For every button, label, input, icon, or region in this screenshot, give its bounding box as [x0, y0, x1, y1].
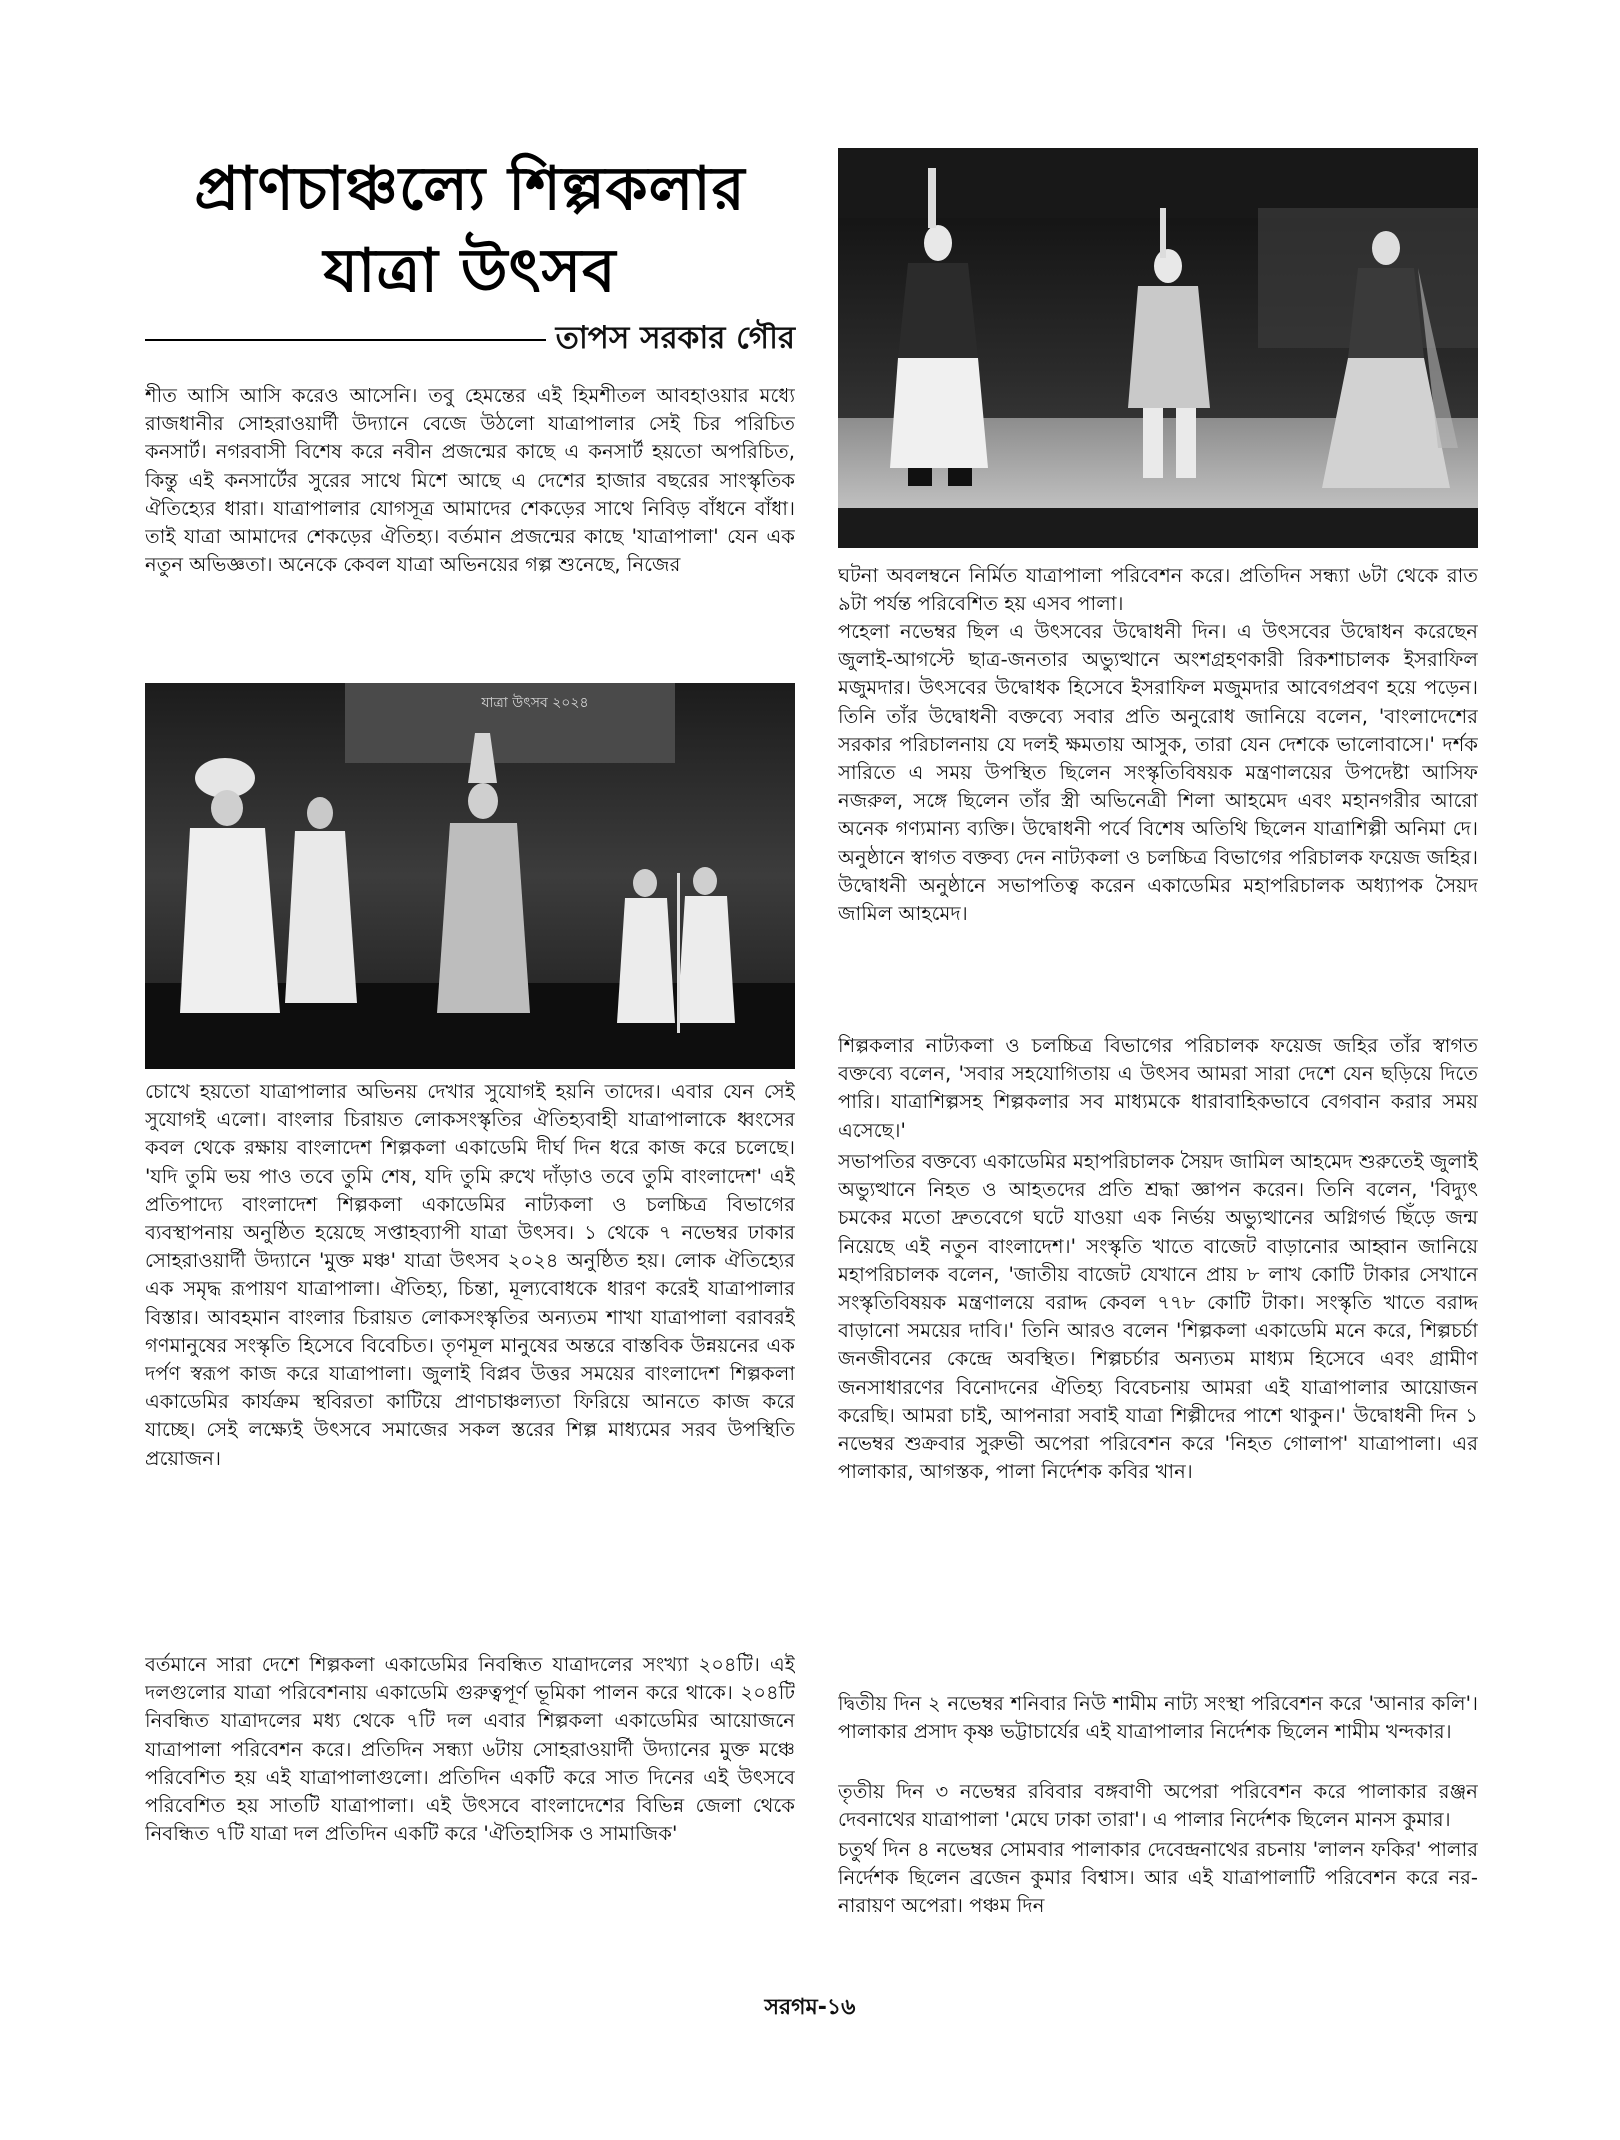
right-para-1: ঘটনা অবলম্বনে নির্মিত যাত্রাপালা পরিবেশন করে। প্রতিদিন সন্ধ্যা ৬টা থেকে রাত ৯টা পর্যন্ত পরিবেশিত হয় এসব পালা। [838, 564, 1478, 616]
left-para-2: চোখে হয়তো যাত্রাপালার অভিনয় দেখার সুযোগই হয়নি তাদের। এবার যেন সেই সুযোগই এলো। বাংলার চিরায়ত লোকসংস্কৃতির ঐতিহ্যবাহী যাত্রাপালাকে ধ্বংসের কবল থেকে রক্ষায় বাংলাদেশ শিল্পকলা একাডেমি দীর্ঘ দিন ধরে কাজ করে চলেছে। 'যদি তুমি ভয় পাও তবে তুমি শেষ, যদি তুমি রুখে দাঁড়াও তবে তুমি বাংলাদেশ' এই প্রতিপাদ্যে বাংলাদেশ শিল্পকলা একাডেমির নাট্যকলা ও চলচ্চিত্র বিভাগের ব্যবস্থাপনায় অনুষ্ঠিত হয়েছে সপ্তাহব্যাপী যাত্রা উৎসব। ১ থেকে ৭ নভেম্বর ঢাকার সোহরাওয়ার্দী উদ্যানে 'মুক্ত মঞ্চ' যাত্রা উৎসব ২০২৪ অনুষ্ঠিত হয়। লোক ঐতিহ্যের এক সমৃদ্ধ রূপায়ণ যাত্রাপালা। ঐতিহ্য, চিন্তা, মূল্যবোধকে ধারণ করেই যাত্রাপালার বিস্তার। আবহমান বাংলার চিরায়ত লোকসংস্কৃতির অন্যতম শাখা যাত্রাপালা বরাবরই গণমানুষের সংস্কৃতি হিসেবে বিবেচিত। তৃণমূল মানুষের অন্তরে বাস্তবিক উন্নয়নের এক দর্পণ স্বরূপ কাজ করে যাত্রাপালা। জুলাই বিপ্লব উত্তর সময়ের বাংলাদেশ শিল্পকলা একাডেমির কার্যক্রম স্থবিরতা কাটিয়ে প্রাণচাঞ্চল্যতা ফিরিয়ে আনতে কাজ করে যাচ্ছে। সেই লক্ষ্যেই উৎসবে সমাজের সকল স্তরের শিল্প মাধ্যমের সরব উপস্থিতি প্রয়োজন। [145, 1080, 795, 1470]
right-para-6: তৃতীয় দিন ৩ নভেম্বর রবিবার বঙ্গবাণী অপেরা পরিবেশন করে পালাকার রঞ্জন দেবনাথের যাত্রাপালা 'মেঘে ঢাকা তারা'। এ পালার নির্দেশক ছিলেন মানস কুমার। [838, 1780, 1478, 1832]
stage-photo-left [145, 683, 795, 1069]
right-para-7: চতুর্থ দিন ৪ নভেম্বর সোমবার পালাকার দেবেন্দ্রনাথের রচনায় 'লালন ফকির' পালার নির্দেশক ছিলেন ব্রজেন কুমার বিশ্বাস। আর এই যাত্রাপালাটি পরিবেশন করে নর-নারায়ণ অপেরা। পঞ্চম দিন [838, 1838, 1478, 1918]
stage-banner-text: যাত্রা উৎসব ২০২৪ [481, 695, 589, 711]
right-para-4: সভাপতির বক্তব্যে একাডেমির মহাপরিচালক সৈয়দ জামিল আহমেদ শুরুতেই জুলাই অভ্যুত্থানে নিহত ও আহতদের প্রতি শ্রদ্ধা জ্ঞাপন করেন। তিনি বলেন, 'বিদ্যুৎ চমকের মতো দ্রুতবেগে ঘটে যাওয়া এক নির্ভয় অভ্যুত্থানের অগ্নিগর্ভ ছিঁড়ে জন্ম নিয়েছে এই নতুন বাংলাদেশ।' সংস্কৃতি খাতে বাজেট বাড়ানোর আহ্বান জানিয়ে মহাপরিচালক বলেন, 'জাতীয় বাজেট যেখানে প্রায় ৮ লাখ কোটি টাকার সেখানে সংস্কৃতিবিষয়ক মন্ত্রণালয়ে বরাদ্দ কেবল ৭৭৮ কোটি টাকা। সংস্কৃতি খাতে বরাদ্দ বাড়ানো সময়ের দাবি।' তিনি আরও বলেন 'শিল্পকলা একাডেমি মনে করে, শিল্পচর্চা জনজীবনের কেন্দ্রে অবস্থিত। শিল্পচর্চার অন্যতম মাধ্যম হিসেবে এবং গ্রামীণ জনসাধারণের বিনোদনের ঐতিহ্য বিবেচনায় আমরা এই যাত্রাপালার আয়োজন করেছি। আমরা চাই, আপনারা সবাই যাত্রা শিল্পীদের পাশে থাকুন।' উদ্বোধনী দিন ১ নভেম্বর শুক্রবার সুরুভী অপেরা পরিবেশন করে 'নিহত গোলাপ' যাত্রাপালা। এর পালাকার, আগস্তক, পালা নির্দেশক কবির খান। [838, 1150, 1478, 1484]
title-line-1: প্রাণচাঞ্চল্যে শিল্পকলার [194, 154, 746, 224]
page-number: সরগম-১৬ [764, 1995, 856, 2020]
stage-photo-top [838, 148, 1478, 548]
left-para-3: বর্তমানে সারা দেশে শিল্পকলা একাডেমির নিবন্ধিত যাত্রাদলের সংখ্যা ২০৪টি। এই দলগুলোর যাত্রা পরিবেশনায় একাডেমি গুরুত্বপূর্ণ ভূমিকা পালন করে থাকে। ২০৪টি নিবন্ধিত যাত্রাদলের মধ্য থেকে ৭টি দল এবার শিল্পকলা একাডেমির আয়োজনে যাত্রাপালা পরিবেশন করে। প্রতিদিন সন্ধ্যা ৬টায় সোহরাওয়ার্দী উদ্যানের মুক্ত মঞ্চে পরিবেশিত হয় এই যাত্রাপালাগুলো। প্রতিদিন একটি করে সাত দিনের এই উৎসবে পরিবেশিত হয় সাতটি যাত্রাপালা। এই উৎসবে বাংলাদেশের বিভিন্ন জেলা থেকে নিবন্ধিত ৭টি যাত্রা দল প্রতিদিন একটি করে 'ঐতিহাসিক ও সামাজিক' [145, 1653, 795, 1846]
byline [145, 318, 795, 362]
left-para-1: শীত আসি আসি করেও আসেনি। তবু হেমন্তের এই হিমশীতল আবহাওয়ার মধ্যে রাজধানীর সোহরাওয়ার্দী উদ্যানে বেজে উঠলো যাত্রাপালার সেই চির পরিচিত কনসার্ট। নগরবাসী বিশেষ করে নবীন প্রজন্মের কাছে এ কনসার্ট হয়তো অপরিচিত, কিন্তু এই কনসার্টের সুরের সাথে মিশে আছে এ দেশের হাজার বছরের সাংস্কৃতিক ঐতিহ্যের ধারা। যাত্রাপালার যোগসূত্র আমাদের শেকড়ের সাথে নিবিড় বাঁধনে বাঁধা। তাই যাত্রা আমাদের শেকড়ের ঐতিহ্য। বর্তমান প্রজন্মের কাছে 'যাত্রাপালা' যেন এক নতুন অভিজ্ঞতা। অনেকে কেবল যাত্রা অভিনয়ের গল্প শুনেছে, নিজের [145, 384, 795, 577]
stage-photo-left-image [145, 683, 795, 1069]
author-name: তাপস সরকার গৌর [555, 320, 795, 356]
byline-rule [145, 339, 546, 341]
right-para-3: শিল্পকলার নাট্যকলা ও চলচ্চিত্র বিভাগের পরিচালক ফয়েজ জহির তাঁর স্বাগত বক্তব্যে বলেন, 'সবার সহযোগিতায় এ উৎসব আমরা সারা দেশে যেন ছড়িয়ে দিতে পারি। যাত্রাশিল্পসহ শিল্পকলার সব মাধ্যমকে ধারাবাহিকভাবে বেগবান করার সময় এসেছে।' [838, 1034, 1478, 1142]
right-para-5: দ্বিতীয় দিন ২ নভেম্বর শনিবার নিউ শামীম নাট্য সংস্থা পরিবেশন করে 'আনার কলি'। পালাকার প্রসাদ কৃষ্ণ ভট্টাচার্যের এই যাত্রাপালার নির্দেশক ছিলেন শামীম খন্দকার। [838, 1692, 1478, 1744]
right-para-2: পহেলা নভেম্বর ছিল এ উৎসবের উদ্বোধনী দিন। এ উৎসবের উদ্বোধন করেছেন জুলাই-আগস্টে ছাত্র-জনতার অভ্যুত্থানে অংশগ্রহণকারী রিকশাচালক ইসরাফিল মজুমদার। উৎসবের উদ্বোধক হিসেবে ইসরাফিল মজুমদার আবেগপ্রবণ হয়ে পড়েন। তিনি তাঁর উদ্বোধনী বক্তব্যে সবার প্রতি অনুরোধ জানিয়ে বলেন, 'বাংলাদেশের সরকার পরিচালনায় যে দলই ক্ষমতায় আসুক, তারা যেন দেশকে ভালোবাসে।' দর্শক সারিতে এ সময় উপস্থিত ছিলেন সংস্কৃতিবিষয়ক মন্ত্রণালয়ের উপদেষ্টা আসিফ নজরুল, সঙ্গে ছিলেন তাঁর স্ত্রী অভিনেত্রী শিলা আহমেদ এবং মহানগরীর আরো অনেক গণ্যমান্য ব্যক্তি। উদ্বোধনী পর্বে বিশেষ অতিথি ছিলেন যাত্রাশিল্পী অনিমা দে। অনুষ্ঠানে স্বাগত বক্তব্য দেন নাট্যকলা ও চলচ্চিত্র বিভাগের পরিচালক ফয়েজ জহির। উদ্বোধনী অনুষ্ঠানে সভাপতিত্ব করেন একাডেমির মহাপরিচালক অধ্যাপক সৈয়দ জামিল আহমেদ। [838, 620, 1478, 926]
title-line-2: যাত্রা উৎসব [323, 236, 617, 306]
stage-photo-top-image [838, 148, 1478, 548]
article-title [145, 148, 795, 312]
